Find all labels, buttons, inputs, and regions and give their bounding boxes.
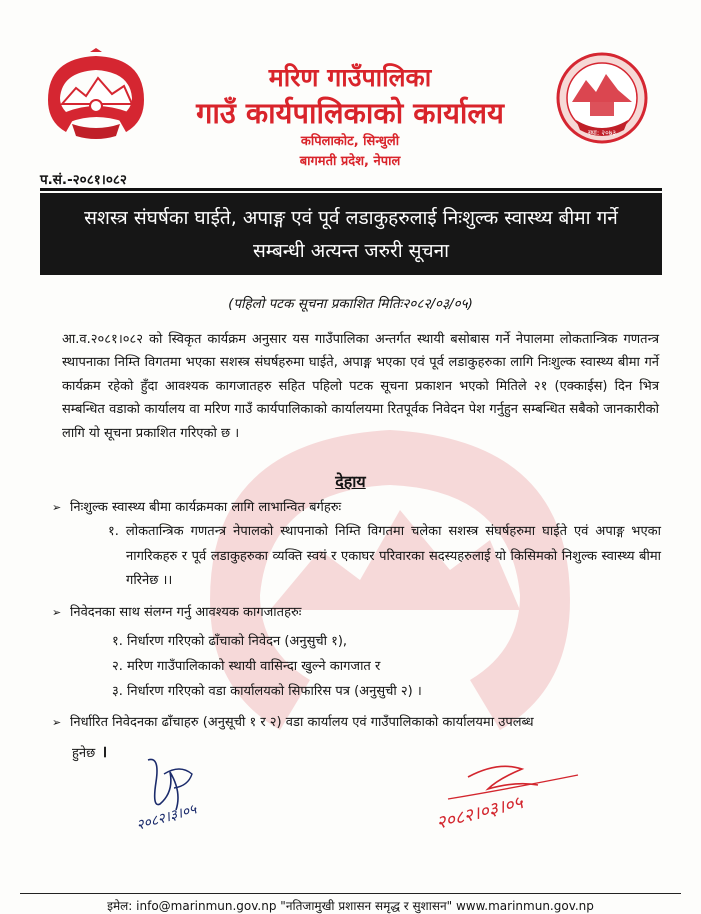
signature-right-date: २०८२।०३।०५ <box>434 792 526 834</box>
address-line-1: कपिलाकोट, सिन्धुली <box>300 134 400 149</box>
list-item: २. मरिण गाउँपालिकाको स्थायी वासिन्दा खुल्ने कागजात र <box>112 659 381 674</box>
beneficiaries-heading <box>52 497 341 515</box>
beneficiaries-item: १. लोकतान्त्रिक गणतन्त्र नेपालको स्थापनाको निम्ति विगतमा चलेका सशस्त्र संघर्षहरुमा घाईते एवं अपाङ्ग भएका नागरिकहरु र पूर्व लडाकुहरुका व्यक्ति स्वयं र एकाघर परिवारका सदस्यहरुलाई यो किसिमको निशुल्क स्वास्थ्य बीमा गरिनेछ ।। <box>108 524 661 588</box>
footer <box>0 897 701 914</box>
signature-right <box>428 755 588 835</box>
end-mark: । <box>101 742 108 761</box>
signature-left-date: २०८२।३।०५ <box>134 801 199 834</box>
section-heading: देहाय <box>335 472 366 491</box>
notice-title-banner <box>40 193 662 275</box>
availability-continuation <box>72 740 107 762</box>
nepal-emblem-icon <box>42 48 150 148</box>
footer-website[interactable]: www.marinmun.gov.np <box>455 899 594 913</box>
footer-email[interactable]: info@marinmun.gov.np <box>136 899 277 913</box>
svg-text:स्था: २०७३: स्था: २०७३ <box>587 129 617 137</box>
footer-divider <box>20 893 681 894</box>
municipality-name: मरिण गाउँपालिका <box>268 63 432 92</box>
list-item: १. निर्धारण गरिएको ढाँचाको निवेदन (अनुसुची १), <box>112 634 348 649</box>
fiscal-year: -२०८१।०८२ <box>67 172 127 188</box>
documents-heading-text: निवेदनका साथ संलग्न गर्नु आवश्यक कागजातहरुः <box>70 605 302 620</box>
arrow-bullet-icon: ➢ <box>52 716 62 729</box>
reference-prefix: प.सं. <box>40 172 68 188</box>
municipality-logo-icon <box>556 50 648 146</box>
documents-heading <box>52 602 301 620</box>
address-line-2: बागमती प्रदेश, नेपाल <box>299 154 401 169</box>
documents-list <box>112 629 422 704</box>
publication-note: (पहिलो पटक सूचना प्रकाशित मितिः२०८२/०३/०५) <box>228 296 473 312</box>
office-name: गाउँ कार्यपालिकाको कार्यालय <box>196 96 504 130</box>
reference-number <box>40 170 127 188</box>
availability-text: निर्धारित निवेदनका ढाँचाहरु (अनुसूची १ र २) वडा कार्यालय एवं गाउँपालिकाको कार्यालयमा उपलब्ध <box>70 715 534 730</box>
notice-title-line-2: सम्बन्धी अत्यन्त जरुरी सूचना <box>252 240 450 262</box>
footer-slogan: "नतिजामुखी प्रशासन समृद्ध र सुशासन" <box>280 899 453 913</box>
notice-title-line-1: सशस्त्र संघर्षका घाईते, अपाङ्ग एवं पूर्व लडाकुहरुलाई निःशुल्क स्वास्थ्य बीमा गर्ने <box>84 207 618 229</box>
arrow-bullet-icon: ➢ <box>52 606 62 619</box>
body-paragraph: आ.व.२०८१।०८२ को स्विकृत कार्यक्रम अनुसार यस गाउँपालिका अन्तर्गत स्थायी बसोबास गर्ने नेपालमा लोकतान्त्रिक गणतन्त्र स्थापनाका निम्ति विगतमा भएका सशस्त्र संघर्षहरुमा घाईते, अपाङ्ग भएका एवं पूर्व लडाकुहरुका लागि निःशुल्क स्वास्थ्य बीमा गर्ने कार्यक्रम रहेको हुँदा आवश्यक कागजातहरु सहित पहिलो पटक सूचना प्रकाशन भएको मितिले २१ (एक्काईस) दिन भित्र सम्बन्धित वडाको कार्यालय वा मरिण गाउँ कार्यपालिकाको कार्यालयमा रितपूर्वक निवेदन पेश गर्नुहुन सम्बन्धित सबैको जानकारीको लागि यो सूचना प्रकाशित गरिएको छ । <box>62 332 659 441</box>
signature-left <box>130 752 260 842</box>
beneficiaries-heading-text: निःशुल्क स्वास्थ्य बीमा कार्यक्रमका लागि लाभान्वित बर्गहरुः <box>70 500 342 515</box>
availability-note <box>52 712 534 730</box>
arrow-bullet-icon: ➢ <box>52 501 62 514</box>
footer-email-label: इमेल: <box>107 899 133 913</box>
divider <box>40 188 662 191</box>
list-item: ३. निर्धारण गरिएको वडा कार्यालयको सिफारिस पत्र (अनुसुची २) । <box>112 684 422 699</box>
availability-line-2: हुनेछ <box>72 746 96 761</box>
